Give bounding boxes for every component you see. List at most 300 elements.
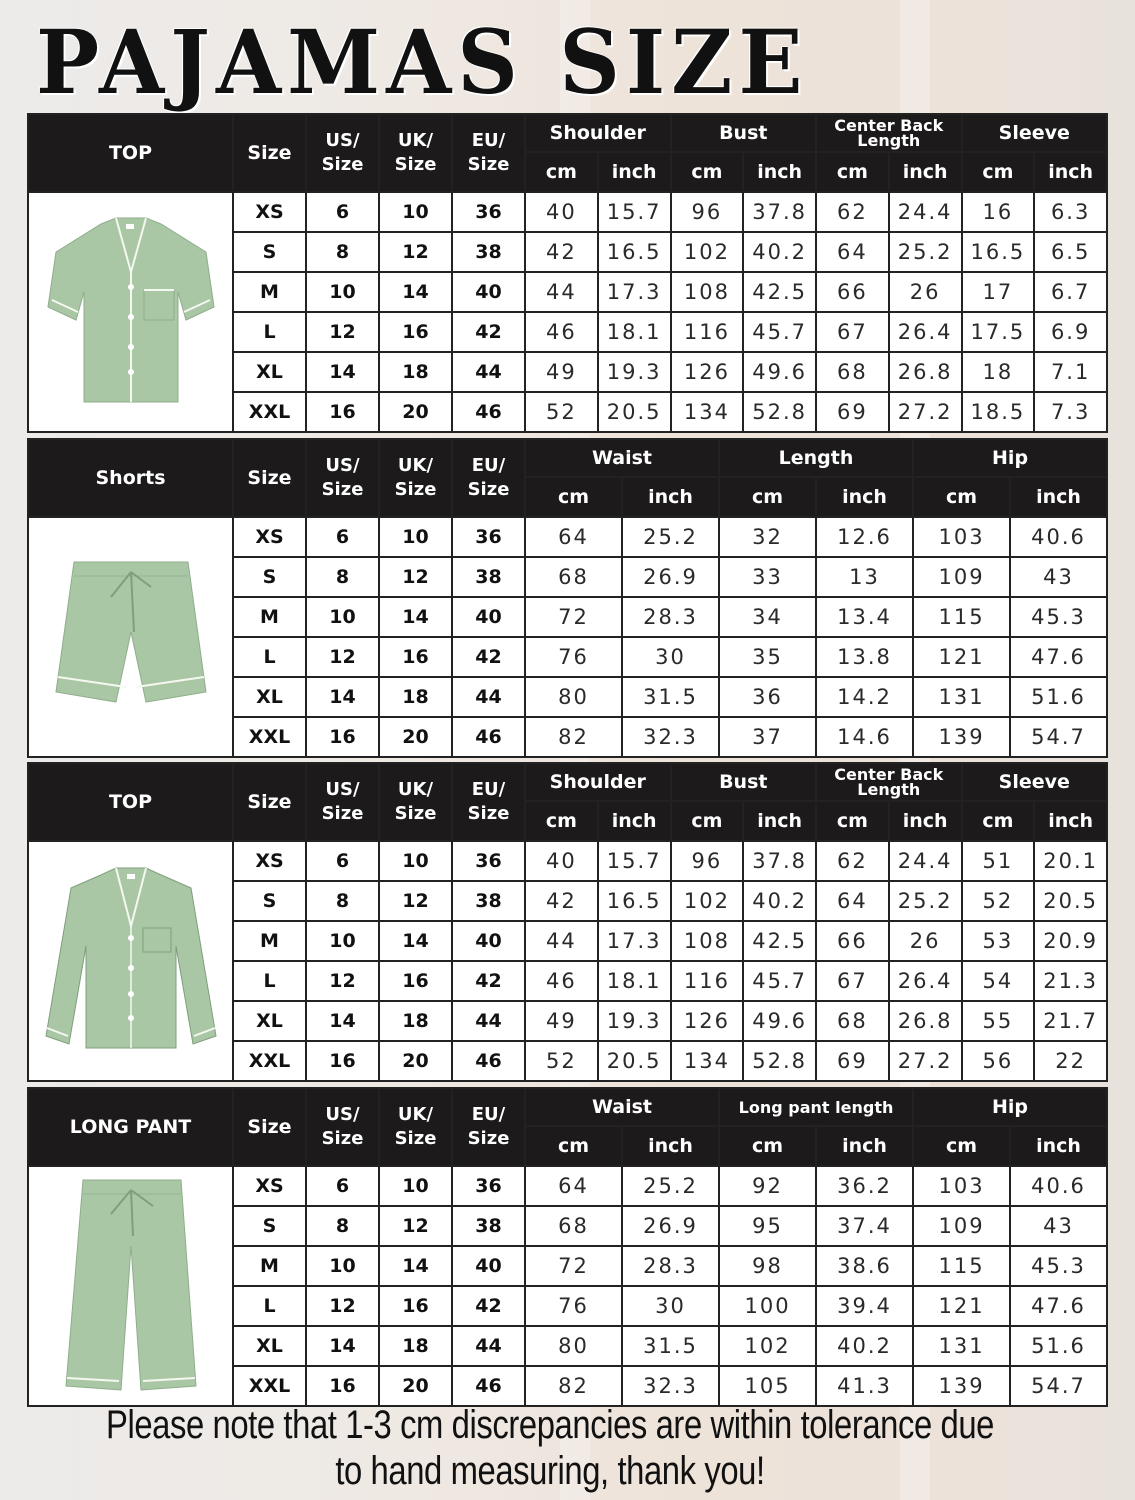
uk-size-column-header: UK/ Size [379,114,452,192]
measurement-value: 42 [525,881,598,921]
unit-header: cm [962,801,1035,841]
table-row [28,1166,1107,1206]
measurement-value: 47.6 [1010,1286,1107,1326]
uk-size-value: 12 [379,557,452,597]
us-size-column-header: US/ Size [306,114,379,192]
header-row [28,1088,1107,1126]
us-size-value: 16 [306,1041,379,1081]
measurement-value: 34 [719,597,816,637]
garment-name: TOP [28,114,233,192]
us-size-value: 10 [306,597,379,637]
measurement-value: 69 [816,1041,889,1081]
measurement-value: 45.3 [1010,1246,1107,1286]
measurement-value: 24.4 [889,192,962,232]
measurement-value: 17.5 [962,312,1035,352]
measurement-group-header: Shoulder [525,763,671,801]
unit-header: inch [1034,152,1107,192]
measurement-value: 68 [525,557,622,597]
uk-size-column-header: UK/ Size [379,1088,452,1166]
measurement-value: 25.2 [622,517,719,557]
measurement-value: 95 [719,1206,816,1246]
measurement-value: 27.2 [889,1041,962,1081]
size-column-header: Size [233,763,306,841]
measurement-value: 109 [913,1206,1010,1246]
size-label: M [233,921,306,961]
unit-header: inch [1010,1126,1107,1166]
measurement-value: 102 [719,1326,816,1366]
measurement-value: 100 [719,1286,816,1326]
measurement-value: 115 [913,597,1010,637]
measurement-value: 64 [525,517,622,557]
eu-size-value: 40 [452,921,525,961]
eu-size-value: 36 [452,841,525,881]
measurement-value: 26.9 [622,1206,719,1246]
measurement-value: 18 [962,352,1035,392]
measurement-value: 76 [525,1286,622,1326]
size-label: M [233,597,306,637]
size-table-section [27,113,1106,433]
unit-header: cm [525,152,598,192]
measurement-value: 55 [962,1001,1035,1041]
size-label: S [233,881,306,921]
measurement-value: 21.7 [1034,1001,1107,1041]
size-label: XL [233,1326,306,1366]
unit-header: cm [719,1126,816,1166]
eu-size-value: 38 [452,881,525,921]
uk-size-value: 12 [379,232,452,272]
us-size-value: 8 [306,232,379,272]
eu-size-value: 36 [452,1166,525,1206]
measurement-value: 67 [816,312,889,352]
size-table-section [27,1087,1106,1407]
measurement-value: 51.6 [1010,677,1107,717]
eu-size-value: 42 [452,961,525,1001]
unit-header: cm [816,801,889,841]
measurement-value: 116 [671,312,744,352]
measurement-value: 26.8 [889,1001,962,1041]
measurement-value: 40.6 [1010,1166,1107,1206]
eu-size-value: 46 [452,392,525,432]
garment-image [28,192,233,432]
measurement-value: 20.5 [598,392,671,432]
measurement-value: 25.2 [889,881,962,921]
uk-size-value: 20 [379,392,452,432]
measurement-value: 21.3 [1034,961,1107,1001]
measurement-value: 26 [889,272,962,312]
tolerance-note-line-1: Please note that 1-3 cm discrepancies are within tolerance due [105,1403,995,1447]
us-size-value: 16 [306,717,379,757]
size-table-section [27,438,1106,758]
measurement-group-header: Sleeve [962,763,1108,801]
garment-name: Shorts [28,439,233,517]
eu-size-value: 40 [452,1246,525,1286]
us-size-column-header: US/ Size [306,763,379,841]
measurement-value: 47.6 [1010,637,1107,677]
measurement-value: 109 [913,557,1010,597]
measurement-value: 6.5 [1034,232,1107,272]
eu-size-value: 36 [452,192,525,232]
us-size-value: 10 [306,272,379,312]
measurement-value: 68 [525,1206,622,1246]
eu-size-column-header: EU/ Size [452,114,525,192]
uk-size-value: 10 [379,841,452,881]
unit-header: cm [913,477,1010,517]
measurement-value: 27.2 [889,392,962,432]
measurement-value: 38.6 [816,1246,913,1286]
measurement-value: 17.3 [598,272,671,312]
measurement-value: 51.6 [1010,1326,1107,1366]
measurement-value: 66 [816,921,889,961]
measurement-value: 36.2 [816,1166,913,1206]
uk-size-value: 18 [379,677,452,717]
eu-size-value: 44 [452,677,525,717]
measurement-value: 96 [671,192,744,232]
measurement-group-header: Center Back Length [816,763,962,801]
measurement-value: 25.2 [622,1166,719,1206]
uk-size-value: 12 [379,881,452,921]
measurement-value: 139 [913,717,1010,757]
short-sleeve-shirt-icon [29,212,232,412]
uk-size-value: 14 [379,1246,452,1286]
measurement-value: 30 [622,1286,719,1326]
measurement-value: 26 [889,921,962,961]
eu-size-column-header: EU/ Size [452,439,525,517]
uk-size-value: 20 [379,1041,452,1081]
measurement-group-header: Hip [913,439,1107,477]
us-size-column-header: US/ Size [306,439,379,517]
measurement-value: 40.2 [743,232,816,272]
eu-size-value: 38 [452,1206,525,1246]
measurement-value: 18.5 [962,392,1035,432]
measurement-value: 40 [525,841,598,881]
measurement-value: 7.1 [1034,352,1107,392]
eu-size-column-header: EU/ Size [452,1088,525,1166]
measurement-value: 53 [962,921,1035,961]
long-pants-icon [29,1176,232,1396]
measurement-value: 26.4 [889,961,962,1001]
uk-size-value: 16 [379,1286,452,1326]
measurement-value: 6.9 [1034,312,1107,352]
header-row [28,763,1107,801]
us-size-value: 14 [306,352,379,392]
us-size-value: 8 [306,557,379,597]
unit-header: inch [622,477,719,517]
size-column-header: Size [233,1088,306,1166]
eu-size-value: 40 [452,597,525,637]
measurement-value: 15.7 [598,192,671,232]
measurement-value: 52 [525,392,598,432]
measurement-value: 98 [719,1246,816,1286]
measurement-value: 45.3 [1010,597,1107,637]
unit-header: inch [816,477,913,517]
size-table [27,113,1108,433]
us-size-value: 14 [306,1326,379,1366]
uk-size-value: 14 [379,921,452,961]
measurement-value: 116 [671,961,744,1001]
us-size-column-header: US/ Size [306,1088,379,1166]
measurement-value: 20.9 [1034,921,1107,961]
measurement-value: 96 [671,841,744,881]
measurement-value: 51 [962,841,1035,881]
unit-header: cm [913,1126,1010,1166]
us-size-value: 10 [306,921,379,961]
measurement-value: 35 [719,637,816,677]
measurement-value: 19.3 [598,1001,671,1041]
measurement-value: 13.4 [816,597,913,637]
eu-size-value: 46 [452,1041,525,1081]
us-size-value: 12 [306,1286,379,1326]
unit-header: inch [1034,801,1107,841]
size-column-header: Size [233,439,306,517]
eu-size-value: 46 [452,717,525,757]
us-size-value: 16 [306,392,379,432]
unit-header: cm [962,152,1035,192]
measurement-value: 49 [525,1001,598,1041]
measurement-group-header: Length [719,439,913,477]
measurement-value: 52 [962,881,1035,921]
measurement-value: 82 [525,717,622,757]
measurement-value: 16.5 [598,232,671,272]
measurement-value: 134 [671,392,744,432]
measurement-value: 44 [525,921,598,961]
measurement-group-header: Bust [671,114,817,152]
measurement-value: 16.5 [962,232,1035,272]
measurement-value: 52.8 [743,1041,816,1081]
garment-image [28,841,233,1081]
us-size-value: 14 [306,677,379,717]
unit-header: inch [889,152,962,192]
measurement-value: 32.3 [622,717,719,757]
eu-size-value: 44 [452,1001,525,1041]
long-sleeve-shirt-icon [29,866,232,1056]
uk-size-value: 18 [379,1326,452,1366]
size-label: M [233,272,306,312]
garment-image [28,517,233,757]
measurement-value: 105 [719,1366,816,1406]
size-label: L [233,312,306,352]
measurement-value: 19.3 [598,352,671,392]
measurement-value: 39.4 [816,1286,913,1326]
measurement-value: 33 [719,557,816,597]
measurement-value: 62 [816,841,889,881]
measurement-value: 62 [816,192,889,232]
measurement-value: 26.9 [622,557,719,597]
measurement-value: 43 [1010,557,1107,597]
size-table [27,762,1108,1082]
measurement-value: 17 [962,272,1035,312]
measurement-value: 15.7 [598,841,671,881]
measurement-group-header: Hip [913,1088,1107,1126]
measurement-value: 7.3 [1034,392,1107,432]
table-row [28,517,1107,557]
unit-header: inch [743,152,816,192]
us-size-value: 12 [306,312,379,352]
measurement-value: 103 [913,517,1010,557]
measurement-value: 16.5 [598,881,671,921]
us-size-value: 6 [306,192,379,232]
measurement-value: 14.2 [816,677,913,717]
unit-header: inch [816,1126,913,1166]
size-label: XXL [233,717,306,757]
measurement-value: 20.1 [1034,841,1107,881]
size-label: L [233,961,306,1001]
measurement-value: 45.7 [743,961,816,1001]
measurement-value: 80 [525,677,622,717]
us-size-value: 6 [306,841,379,881]
measurement-value: 32 [719,517,816,557]
size-label: XXL [233,392,306,432]
measurement-value: 12.6 [816,517,913,557]
size-label: S [233,557,306,597]
eu-size-value: 36 [452,517,525,557]
measurement-value: 64 [816,232,889,272]
size-label: L [233,1286,306,1326]
measurement-group-header: Long pant length [719,1088,913,1126]
uk-size-column-header: UK/ Size [379,439,452,517]
eu-size-value: 46 [452,1366,525,1406]
measurement-group-header: Sleeve [962,114,1108,152]
measurement-value: 20.5 [598,1041,671,1081]
measurement-value: 121 [913,1286,1010,1326]
size-label: XL [233,677,306,717]
size-label: S [233,232,306,272]
measurement-value: 115 [913,1246,1010,1286]
unit-header: cm [671,801,744,841]
measurement-value: 37.8 [743,841,816,881]
measurement-value: 42.5 [743,921,816,961]
measurement-value: 52 [525,1041,598,1081]
measurement-value: 20.5 [1034,881,1107,921]
measurement-value: 28.3 [622,597,719,637]
size-label: XS [233,517,306,557]
uk-size-value: 14 [379,597,452,637]
size-label: S [233,1206,306,1246]
measurement-value: 139 [913,1366,1010,1406]
garment-image [28,1166,233,1406]
size-label: XS [233,1166,306,1206]
measurement-value: 14.6 [816,717,913,757]
measurement-value: 22 [1034,1041,1107,1081]
measurement-value: 108 [671,921,744,961]
measurement-value: 52.8 [743,392,816,432]
eu-size-value: 40 [452,272,525,312]
size-label: XL [233,352,306,392]
us-size-value: 16 [306,1366,379,1406]
measurement-value: 40.2 [816,1326,913,1366]
eu-size-column-header: EU/ Size [452,763,525,841]
measurement-value: 18.1 [598,312,671,352]
us-size-value: 10 [306,1246,379,1286]
measurement-value: 43 [1010,1206,1107,1246]
unit-header: inch [598,801,671,841]
measurement-value: 131 [913,1326,1010,1366]
measurement-value: 126 [671,1001,744,1041]
measurement-value: 49.6 [743,352,816,392]
eu-size-value: 42 [452,312,525,352]
measurement-value: 82 [525,1366,622,1406]
measurement-value: 24.4 [889,841,962,881]
unit-header: cm [719,477,816,517]
measurement-value: 49.6 [743,1001,816,1041]
eu-size-value: 44 [452,1326,525,1366]
measurement-value: 54.7 [1010,1366,1107,1406]
measurement-group-header: Waist [525,439,719,477]
size-label: XS [233,841,306,881]
unit-header: cm [525,801,598,841]
measurement-value: 37.4 [816,1206,913,1246]
uk-size-value: 10 [379,517,452,557]
uk-size-value: 10 [379,192,452,232]
measurement-value: 13.8 [816,637,913,677]
uk-size-value: 18 [379,1001,452,1041]
eu-size-value: 42 [452,1286,525,1326]
measurement-value: 54 [962,961,1035,1001]
measurement-value: 68 [816,1001,889,1041]
uk-size-value: 12 [379,1206,452,1246]
measurement-value: 46 [525,961,598,1001]
unit-header: inch [743,801,816,841]
measurement-value: 56 [962,1041,1035,1081]
measurement-value: 13 [816,557,913,597]
measurement-value: 102 [671,881,744,921]
measurement-value: 25.2 [889,232,962,272]
measurement-value: 102 [671,232,744,272]
table-row [28,192,1107,232]
us-size-value: 12 [306,961,379,1001]
size-label: L [233,637,306,677]
size-table [27,1087,1108,1407]
measurement-value: 68 [816,352,889,392]
measurement-value: 131 [913,677,1010,717]
measurement-value: 40.2 [743,881,816,921]
measurement-value: 40 [525,192,598,232]
garment-name: LONG PANT [28,1088,233,1166]
measurement-value: 30 [622,637,719,677]
uk-size-value: 20 [379,1366,452,1406]
garment-name: TOP [28,763,233,841]
uk-size-value: 14 [379,272,452,312]
measurement-value: 72 [525,1246,622,1286]
uk-size-value: 16 [379,312,452,352]
measurement-group-header: Center Back Length [816,114,962,152]
measurement-value: 134 [671,1041,744,1081]
measurement-value: 40.6 [1010,517,1107,557]
measurement-value: 108 [671,272,744,312]
measurement-group-header: Waist [525,1088,719,1126]
measurement-value: 26.4 [889,312,962,352]
uk-size-value: 20 [379,717,452,757]
measurement-value: 126 [671,352,744,392]
page-title: PAJAMAS SIZE [36,9,809,114]
measurement-value: 31.5 [622,677,719,717]
measurement-value: 54.7 [1010,717,1107,757]
tolerance-note-line-2: to hand measuring, thank you! [335,1449,765,1493]
eu-size-value: 38 [452,557,525,597]
measurement-value: 72 [525,597,622,637]
measurement-value: 17.3 [598,921,671,961]
uk-size-value: 10 [379,1166,452,1206]
measurement-value: 37.8 [743,192,816,232]
measurement-value: 64 [816,881,889,921]
measurement-value: 6.3 [1034,192,1107,232]
uk-size-value: 18 [379,352,452,392]
unit-header: inch [889,801,962,841]
header-row [28,439,1107,477]
measurement-value: 69 [816,392,889,432]
size-label: XXL [233,1041,306,1081]
measurement-value: 37 [719,717,816,757]
measurement-value: 31.5 [622,1326,719,1366]
